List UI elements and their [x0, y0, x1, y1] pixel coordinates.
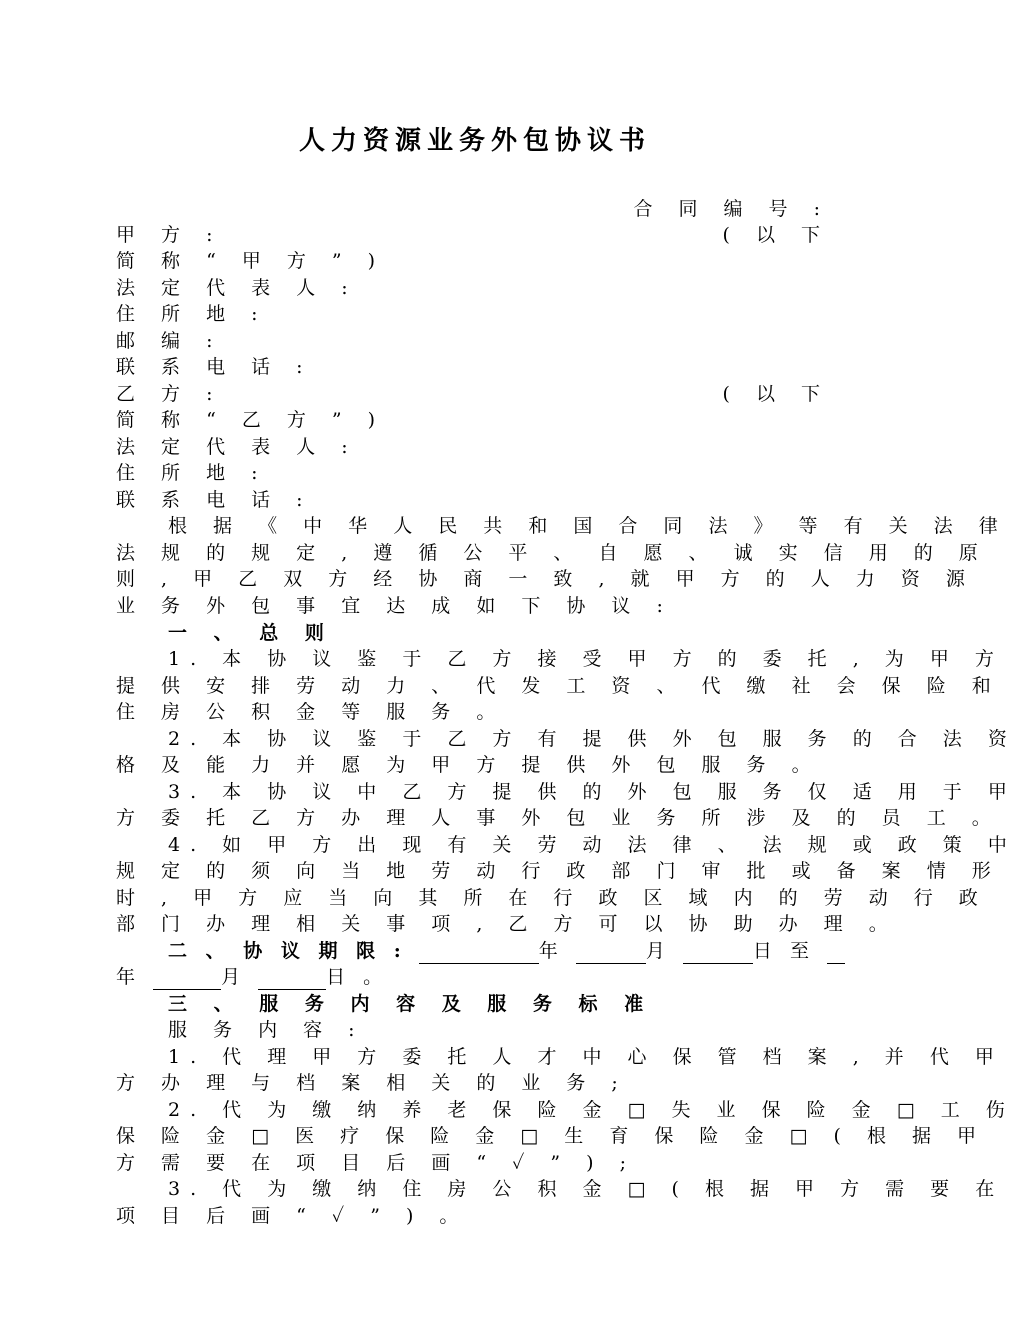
start-year-blank[interactable]: [419, 943, 539, 964]
section-1-line: 方 委 托 乙 方 办 理 人 事 外 包 业 务 所 涉 及 的 员 工 。: [116, 807, 1001, 829]
end-year-blank[interactable]: [827, 943, 845, 964]
contract-number-label: 合 同 编 号 :: [633, 198, 830, 220]
party-a-line: [116, 222, 830, 248]
party-b-note-end: 简 称 “ 乙 方 ” ): [116, 409, 386, 431]
section-2-heading: 二 、 协 议 期 限 :: [168, 940, 407, 962]
end-day-blank[interactable]: [258, 969, 326, 990]
section-3-line: 2. 代 为 缴 纳 养 老 保 险 金 □ 失 业 保 险 金 □ 工 伤: [168, 1099, 1015, 1121]
section-3-line: 3. 代 为 缴 纳 住 房 公 积 金 □ ( 根 据 甲 方 需 要 在: [168, 1178, 1005, 1200]
party-a-phone: 联 系 电 话 :: [116, 356, 313, 378]
section-1-line: 4. 如 甲 方 出 现 有 关 劳 动 法 律 、 法 规 或 政 策 中: [168, 834, 1017, 856]
section-1-line: 3. 本 协 议 中 乙 方 提 供 的 外 包 服 务 仅 适 用 于 甲: [168, 781, 1017, 803]
section-3-line: 1. 代 理 甲 方 委 托 人 才 中 心 保 管 档 案 , 并 代 甲: [168, 1046, 1004, 1068]
section-3-line: 方 需 要 在 项 目 后 画 “ ✓ ” ) ;: [116, 1152, 636, 1174]
section-1-heading: 一 、 总 则: [168, 622, 334, 644]
party-a-address: 住 所 地 :: [116, 303, 268, 325]
preamble-line: 法 规 的 规 定 , 遵 循 公 平 、 自 愿 、 诚 实 信 用 的 原: [116, 542, 988, 564]
section-3-subheading: 服 务 内 容 :: [168, 1019, 365, 1041]
party-a-label: 甲 方 :: [116, 224, 223, 246]
party-b-phone: 联 系 电 话 :: [116, 489, 313, 511]
party-b-note-start: ( 以 下: [722, 383, 830, 405]
section-1-line: 格 及 能 力 并 愿 为 甲 方 提 供 外 包 服 务 。: [116, 754, 821, 776]
section-1-line: 提 供 安 排 劳 动 力 、 代 发 工 资 、 代 缴 社 会 保 险 和: [116, 675, 1001, 697]
section-1-line: 2. 本 协 议 鉴 于 乙 方 有 提 供 外 包 服 务 的 合 法 资: [168, 728, 1017, 750]
party-b-address: 住 所 地 :: [116, 462, 268, 484]
section-3-heading: 三 、 服 务 内 容 及 服 务 标 准: [168, 993, 654, 1015]
end-year-label: 年: [116, 966, 142, 988]
end-month-blank[interactable]: [153, 969, 221, 990]
section-3-line: 方 办 理 与 档 案 相 关 的 业 务 ;: [116, 1072, 628, 1094]
party-a-postcode: 邮 编 :: [116, 330, 223, 352]
preamble-line: 业 务 外 包 事 宜 达 成 如 下 协 议 :: [116, 595, 673, 617]
party-b-line: [116, 381, 830, 407]
party-a-representative: 法 定 代 表 人 :: [116, 277, 358, 299]
party-b-label: 乙 方 :: [116, 383, 223, 405]
party-a-note-start: ( 以 下: [722, 224, 830, 246]
to-label: 至: [789, 940, 815, 962]
document-title: 人力资源业务外包协议书: [298, 126, 651, 156]
end-day-label: 日 。: [326, 966, 389, 988]
start-day-label: 日: [752, 940, 778, 962]
start-month-label: 月: [645, 940, 671, 962]
section-2-line: [168, 938, 830, 964]
section-1-line: 住 房 公 积 金 等 服 务 。: [116, 701, 506, 723]
section-1-line: 1. 本 协 议 鉴 于 乙 方 接 受 甲 方 的 委 托 , 为 甲 方: [168, 648, 1004, 670]
party-a-note-end: 简 称 “ 甲 方 ” ): [116, 250, 386, 272]
preamble-line: 则 , 甲 乙 双 方 经 协 商 一 致 , 就 甲 方 的 人 力 资 源: [116, 568, 975, 590]
party-b-representative: 法 定 代 表 人 :: [116, 436, 358, 458]
section-3-line: 保 险 金 □ 医 疗 保 险 金 □ 生 育 保 险 金 □ ( 根 据 甲: [116, 1125, 987, 1147]
start-day-blank[interactable]: [683, 943, 753, 964]
start-month-blank[interactable]: [576, 943, 646, 964]
end-month-label: 月: [221, 966, 247, 988]
preamble-line: 根 据 《 中 华 人 民 共 和 国 合 同 法 》 等 有 关 法 律: [168, 515, 1008, 537]
section-1-line: 部 门 办 理 相 关 事 项 , 乙 方 可 以 协 助 办 理 。: [116, 913, 898, 935]
section-2-line-2: [116, 964, 830, 990]
section-1-line: 规 定 的 须 向 当 地 劳 动 行 政 部 门 审 批 或 备 案 情 形: [116, 860, 1001, 882]
section-1-line: 时 , 甲 方 应 当 向 其 所 在 行 政 区 域 内 的 劳 动 行 政: [116, 887, 988, 909]
section-3-line: 项 目 后 画 “ ✓ ” ) 。: [116, 1205, 469, 1227]
start-year-label: 年: [538, 940, 564, 962]
